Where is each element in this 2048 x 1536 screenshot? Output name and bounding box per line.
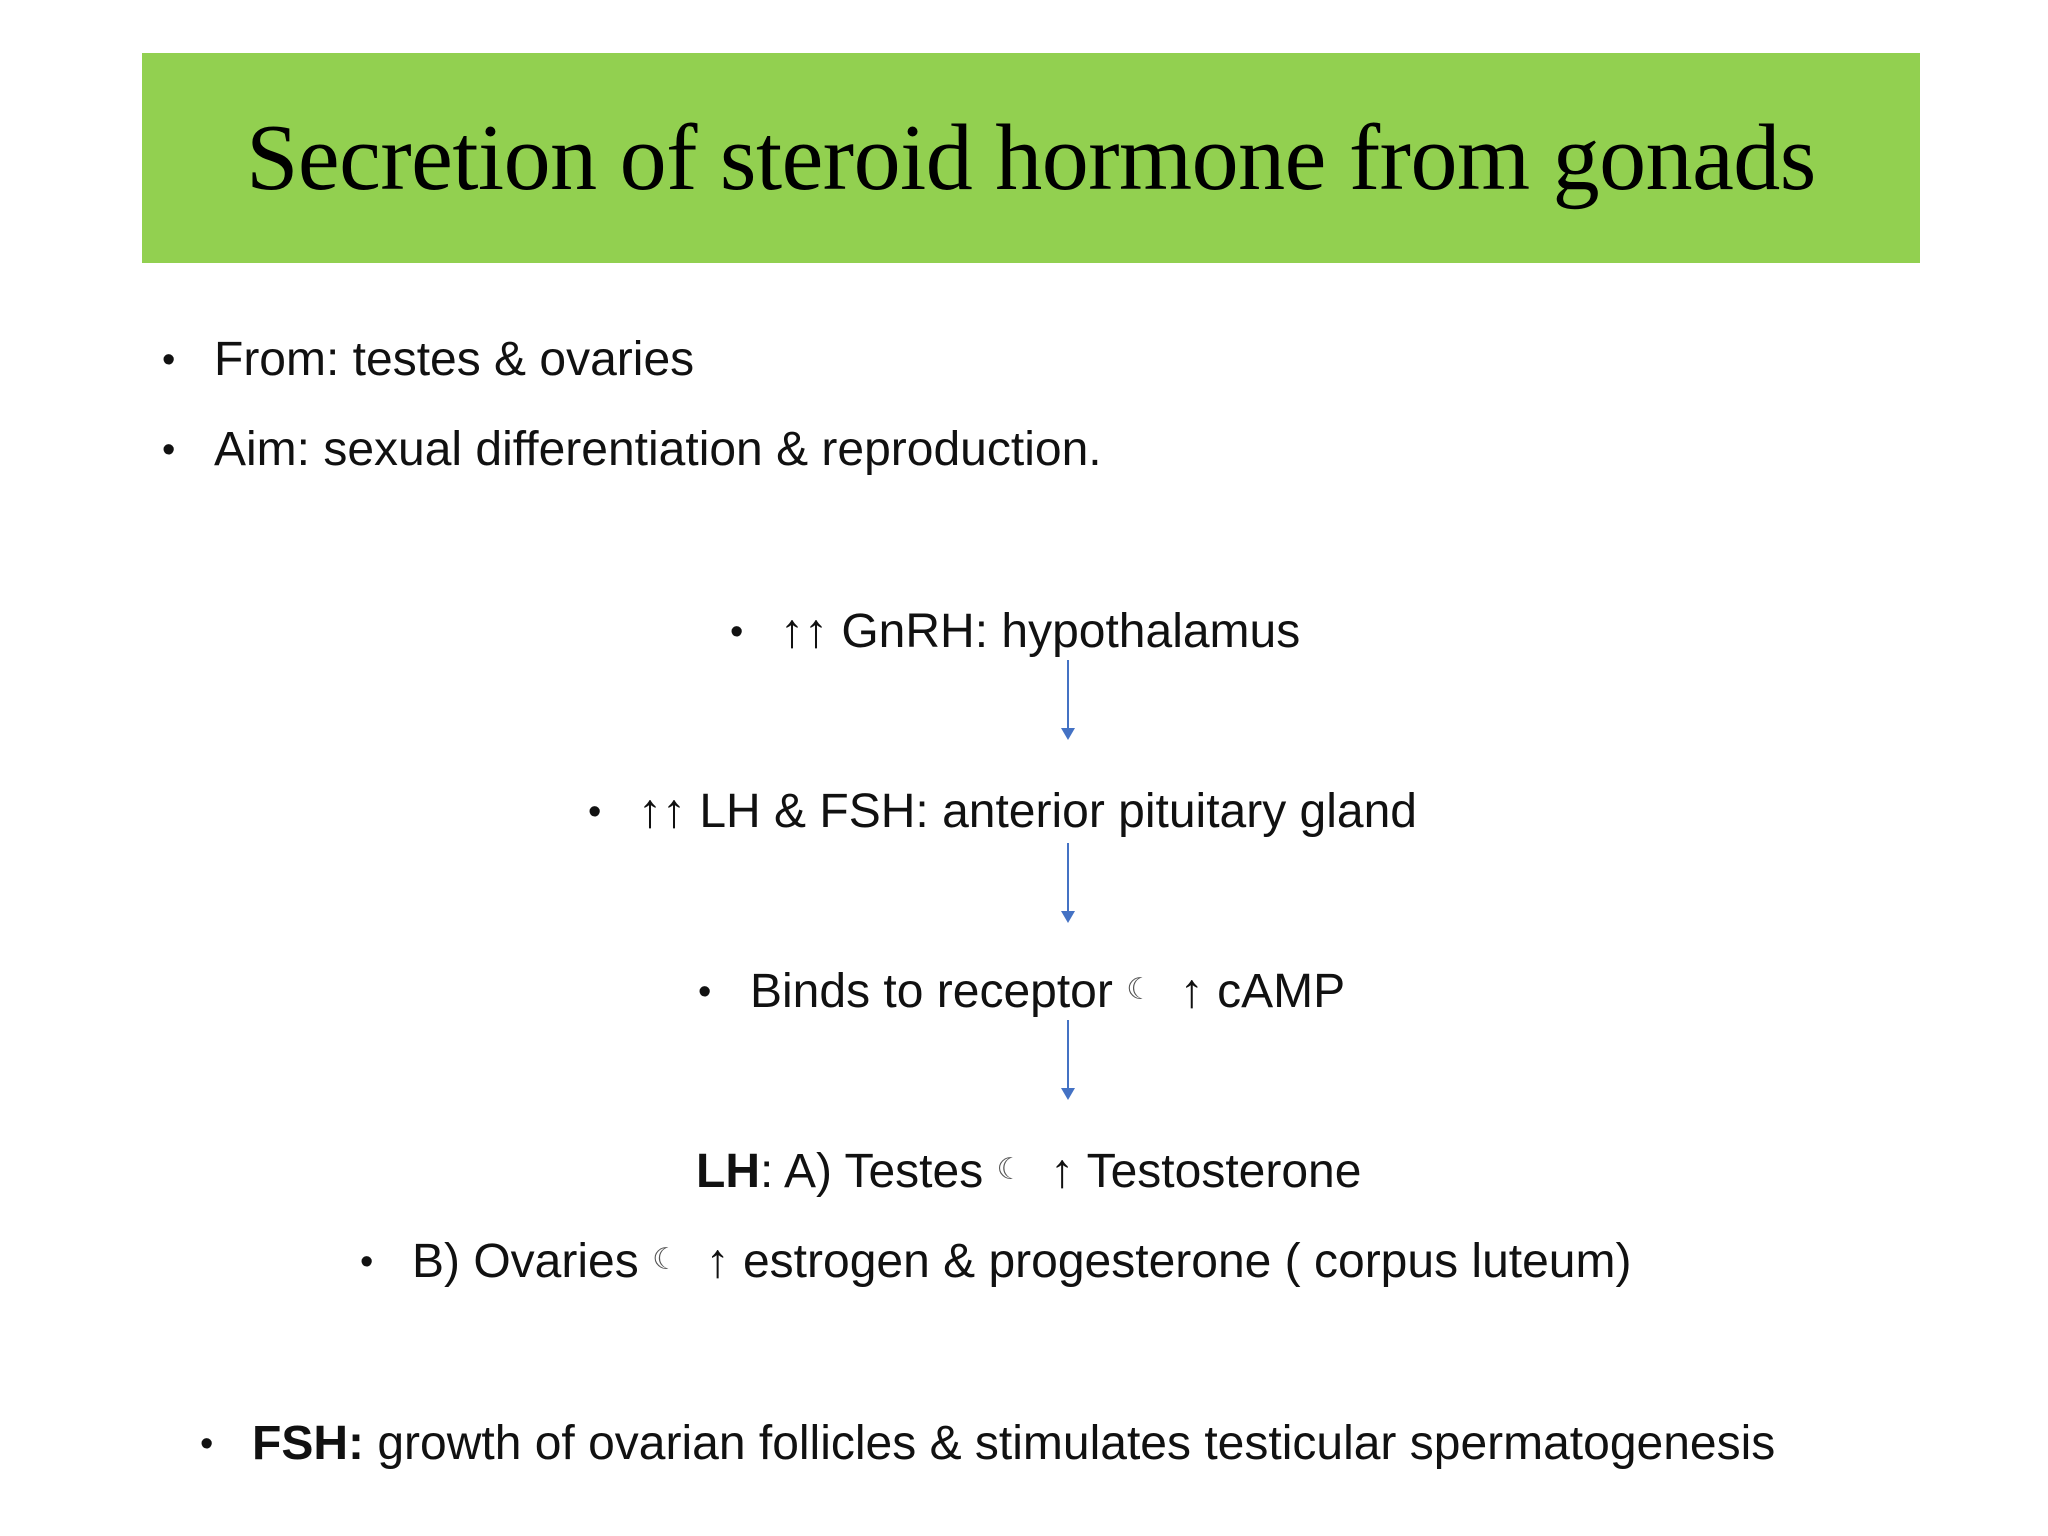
flow-step-lh-fsh-text: LH & FSH: anterior pituitary gland [699,785,1417,838]
moon-icon: ☾ [1126,972,1154,1007]
bullet-dot-icon: • [200,1423,214,1465]
down-arrow-icon [1058,1020,1078,1102]
lh-testes-line [696,1142,1361,1202]
down-arrow-icon [1058,843,1078,925]
bullet-dot-icon: • [360,1241,374,1283]
title-banner [142,53,1920,263]
increase-arrow-icon: ↑ [1179,965,1204,1018]
lh-ovaries-line [412,1232,1631,1292]
lh-label: LH [696,1145,760,1198]
increase-arrow-icon: ↑ [1050,1145,1075,1198]
increase-arrow-icon: ↑ [705,1235,730,1288]
flow-step-camp-text: cAMP [1217,965,1346,1018]
flow-step-gnrh [780,602,1300,662]
flow-step-receptor [750,962,1345,1022]
bullet-dot-icon: • [588,791,602,833]
bullet-dot-icon: • [698,971,712,1013]
down-arrow-icon [1058,660,1078,742]
fsh-line [252,1414,1775,1474]
intro-from-text: From: testes & ovaries [214,333,695,386]
moon-icon: ☾ [652,1242,679,1277]
lh-testes-text: : A) Testes [759,1145,984,1198]
lh-ovaries-text: B) Ovaries [412,1235,639,1288]
fsh-text: growth of ovarian follicles & stimulates testicular spermatogenesis [363,1417,1776,1470]
lh-estrogen-text: estrogen & progesterone ( corpus luteum) [742,1235,1632,1288]
flow-step-gnrh-text: GnRH: hypothalamus [841,605,1301,658]
flow-step-lh-fsh [638,782,1417,842]
lh-testosterone-text: Testosterone [1086,1145,1362,1198]
moon-icon: ☾ [996,1152,1024,1187]
flow-step-receptor-text: Binds to receptor [750,965,1113,1018]
bullet-dot-icon: • [730,611,744,653]
bullet-dot-icon: • [162,339,176,381]
increase-arrows-icon: ↑↑ [780,605,828,658]
intro-aim-text: Aim: sexual differentiation & reproduction. [214,423,1102,476]
fsh-label: FSH: [252,1417,364,1470]
slide-title: Secretion of steroid hormone from gonads [246,106,1816,210]
bullet-dot-icon: • [162,429,176,471]
increase-arrows-icon: ↑↑ [638,785,686,838]
